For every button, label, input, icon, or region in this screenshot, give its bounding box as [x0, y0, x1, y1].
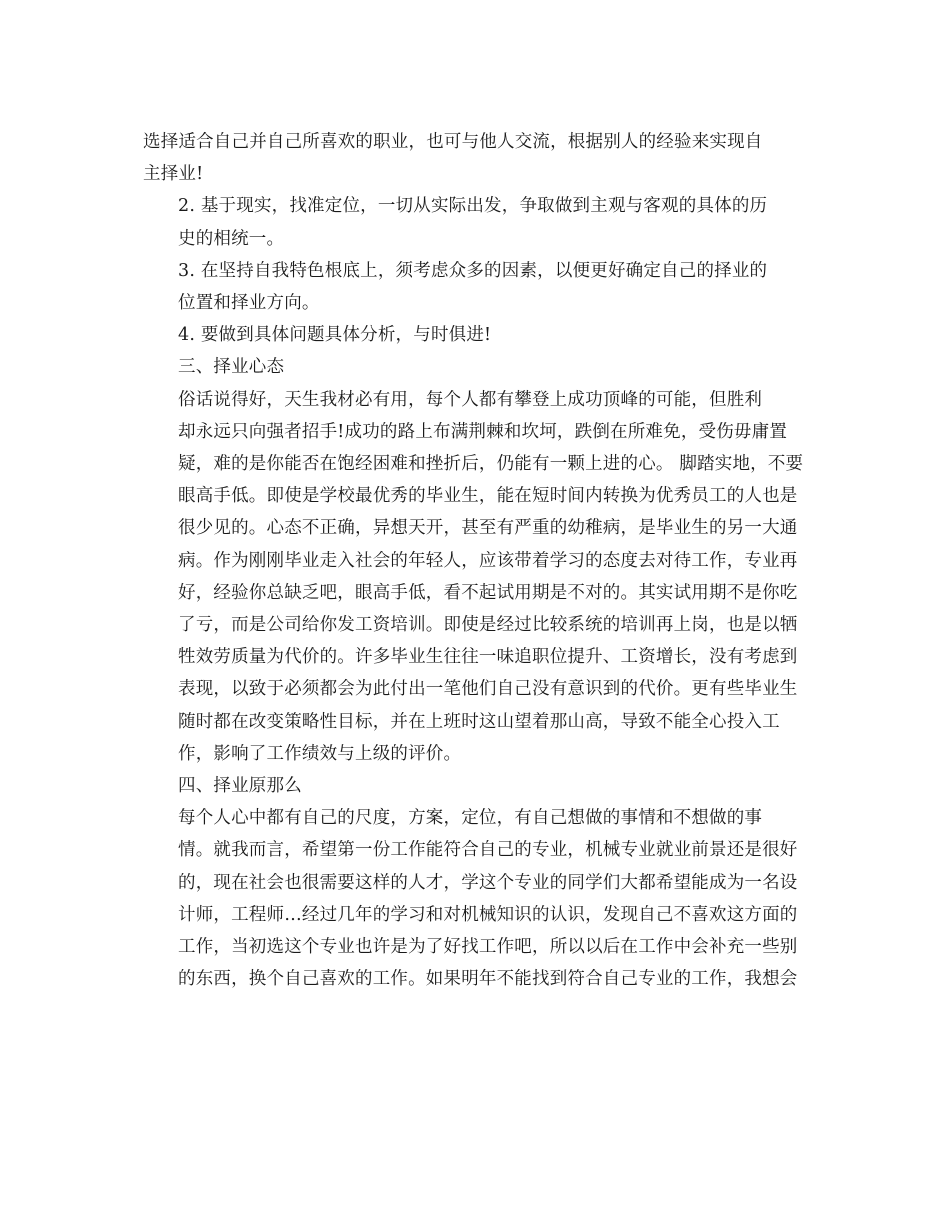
paragraph [143, 190, 810, 254]
paragraph [143, 255, 810, 319]
section-heading [143, 770, 810, 802]
section-heading [143, 351, 810, 383]
paragraph [143, 384, 810, 770]
text-line: 了亏，而是公司给你发工资培训。即使是经过比较系统的培训再上岗，也是以牺 [178, 615, 798, 636]
text-line: 疑，难的是你能否在饱经困难和挫折后，仍能有一颗上进的心。 脚踏实地，不要 [178, 454, 804, 475]
document-body [143, 126, 810, 995]
text-line: 眼高手低。即使是学校最优秀的毕业生，能在短时间内转换为优秀员工的人也是 [178, 486, 798, 507]
paragraph [143, 319, 810, 351]
text-line: 随时都在改变策略性目标，并在上班时这山望着那山高，导致不能全心投入工 [178, 711, 780, 732]
text-line: 工作，当初选这个专业也许是为了好找工作吧，所以以后在工作中会补充一些别 [178, 937, 798, 958]
text-line: 每个人心中都有自己的尺度，方案，定位，有自己想做的事情和不想做的事 [178, 808, 763, 829]
text-line: 3. 在坚持自我特色根底上，须考虑众多的因素，以便更好确定自己的择业的 [178, 260, 768, 281]
text-line: 史的相统一。 [178, 228, 285, 249]
text-line: 情。就我而言，希望第一份工作能符合自己的专业，机械专业就业前景还是很好 [178, 840, 798, 861]
text-line: 2. 基于现实，找准定位，一切从实际出发，争取做到主观与客观的具体的历 [178, 196, 768, 217]
paragraph [143, 126, 810, 190]
text-line: 却永远只向强者招手!成功的路上布满荆棘和坎坷，跌倒在所难免，受伤毋庸置 [178, 421, 788, 442]
text-line: 主择业! [143, 164, 204, 185]
text-line: 很少见的。心态不正确，异想天开，甚至有严重的幼稚病，是毕业生的另一大通 [178, 518, 798, 539]
text-line: 好，经验你总缺乏吧，眼高手低，看不起试用期是不对的。其实试用期不是你吃 [178, 582, 798, 603]
text-line: 俗话说得好，天生我材必有用，每个人都有攀登上成功顶峰的可能，但胜利 [178, 389, 763, 410]
text-line: 4. 要做到具体问题具体分析，与时俱进! [178, 325, 492, 346]
text-line: 牲效劳质量为代价的。许多毕业生往往一味追职位提升、工资增长，没有考虑到 [178, 647, 798, 668]
text-line: 的，现在社会也很需要这样的人才，学这个专业的同学们大都希望能成为一名设 [178, 872, 798, 893]
text-line: 四、择业原那么 [178, 776, 302, 797]
text-line: 计师，工程师…经过几年的学习和对机械知识的认识，发现自己不喜欢这方面的 [178, 904, 798, 925]
text-line: 表现，以致于必须都会为此付出一笔他们自己没有意识到的代价。更有些毕业生 [178, 679, 798, 700]
text-line: 位置和择业方向。 [178, 293, 320, 314]
text-line: 选择适合自己并自己所喜欢的职业，也可与他人交流，根据别人的经验来实现自 [143, 132, 763, 152]
text-line: 病。作为刚刚毕业走入社会的年轻人，应该带着学习的态度去对待工作，专业再 [178, 550, 798, 571]
paragraph [143, 802, 810, 995]
text-line: 的东西，换个自己喜欢的工作。如果明年不能找到符合自己专业的工作，我想会 [178, 969, 798, 990]
text-line: 作，影响了工作绩效与上级的评价。 [178, 743, 462, 764]
text-line: 三、择业心态 [178, 357, 285, 378]
